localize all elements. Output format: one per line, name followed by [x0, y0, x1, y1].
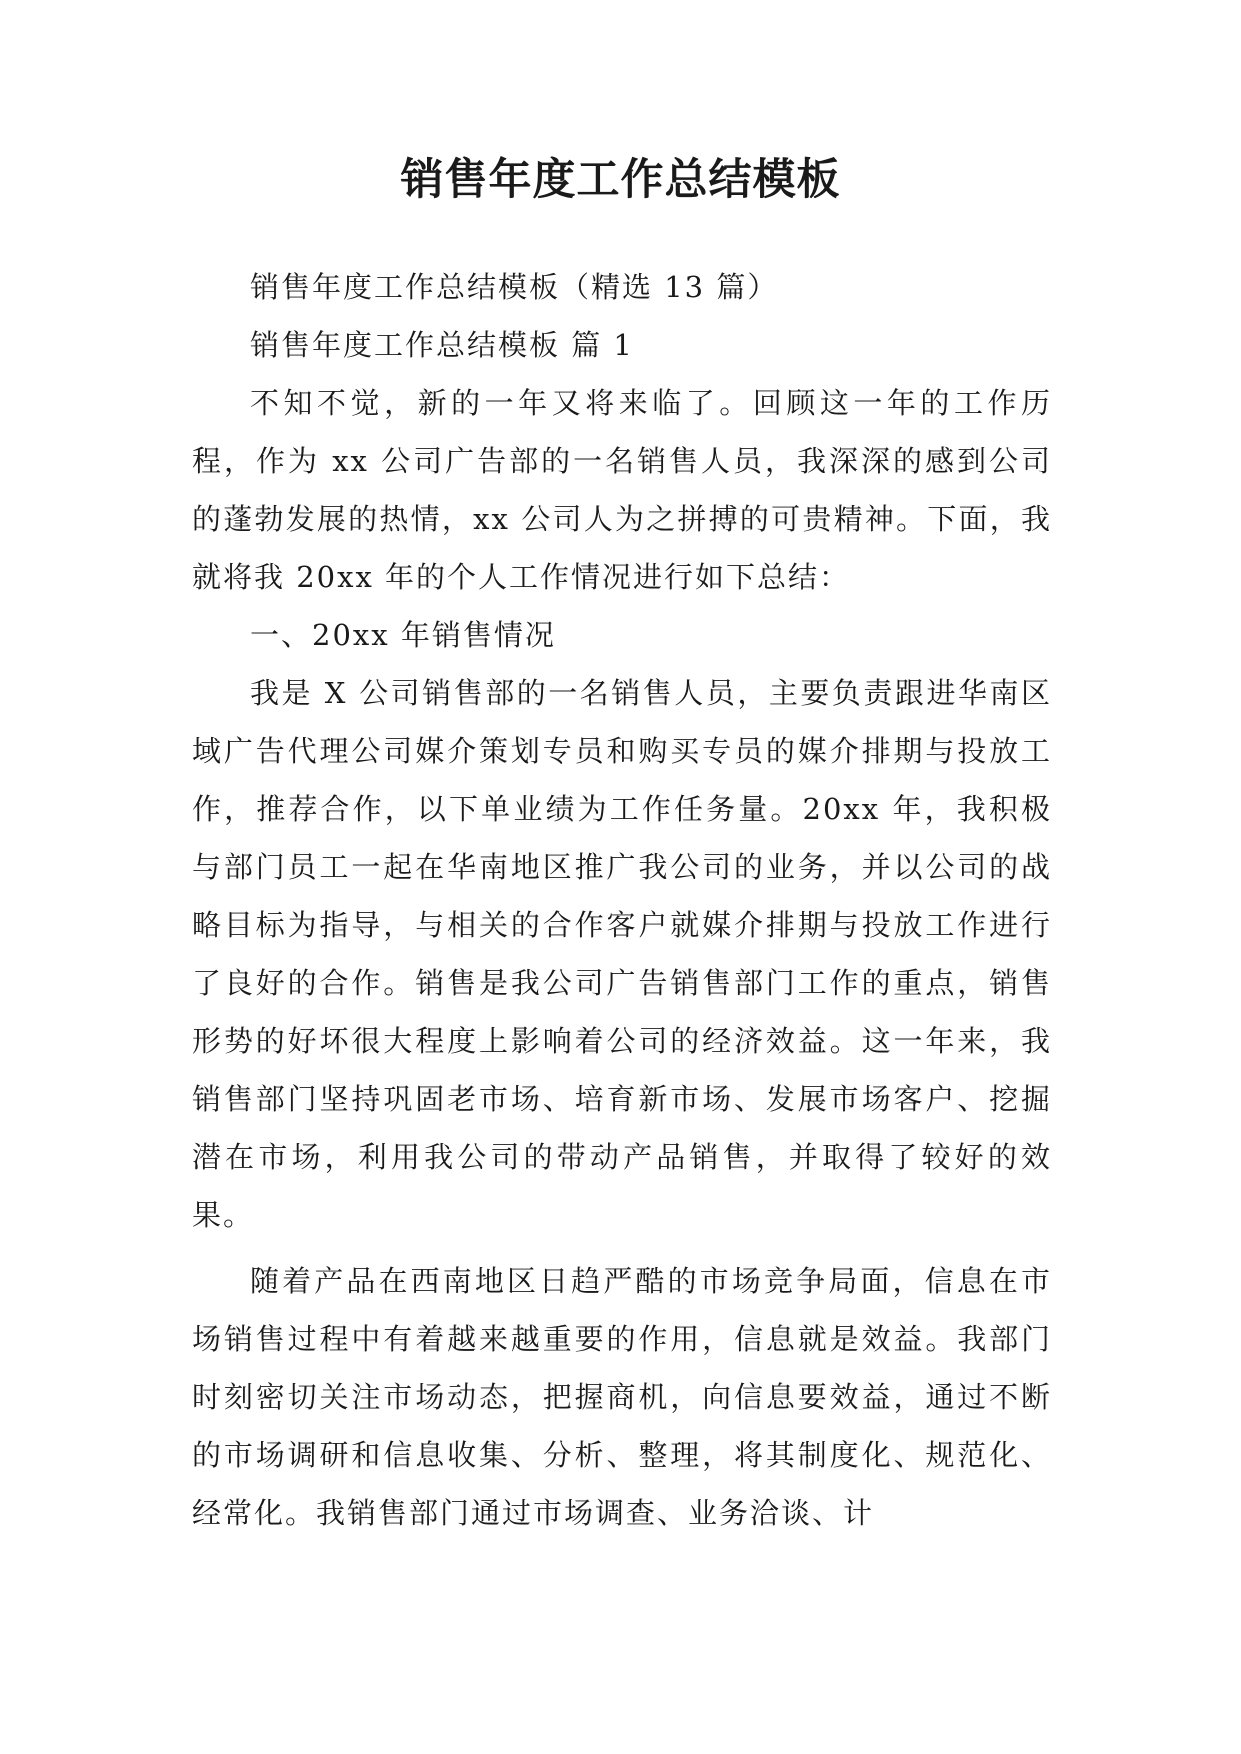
document-title: 销售年度工作总结模板: [400, 155, 841, 205]
document-body: [192, 258, 1052, 1542]
paragraph-heading-sales: 一、20xx 年销售情况: [250, 618, 556, 652]
paragraph-subtitle: 销售年度工作总结模板（精选 13 篇）: [250, 270, 779, 304]
paragraph-market-info: 随着产品在西南地区日趋严酷的市场竞争局面，信息在市场销售过程中有着越来越重要的作用，信息就是效益。我部门时刻密切关注市场动态，把握商机，向信息要效益，通过不断的市场调研和信息收集、分析、整理，将其制度化、规范化、经常化。我销售部门通过市场调查、业务洽谈、计: [192, 1264, 1052, 1530]
paragraph-intro: 不知不觉，新的一年又将来临了。回顾这一年的工作历程，作为 xx 公司广告部的一名销售人员，我深深的感到公司的蓬勃发展的热情，xx 公司人为之拼搏的可贵精神。下面，我就将我 20xx 年的个人工作情况进行如下总结：: [192, 386, 1052, 594]
paragraph-sales-overview: 我是 X 公司销售部的一名销售人员，主要负责跟进华南区域广告代理公司媒介策划专员和购买专员的媒介排期与投放工作，推荐合作，以下单业绩为工作任务量。20xx 年，我积极与部门员工一起在华南地区推广我公司的业务，并以公司的战略目标为指导，与相关的合作客户就媒介排期与投放工作进行了良好的合作。销售是我公司广告销售部门工作的重点，销售形势的好坏很大程度上影响着公司的经济效益。这一年来，我销售部门坚持巩固老市场、培育新市场、发展市场客户、挖掘潜在市场，利用我公司的带动产品销售，并取得了较好的效果。: [192, 676, 1052, 1232]
paragraph-section-heading: 销售年度工作总结模板 篇 1: [250, 328, 634, 362]
